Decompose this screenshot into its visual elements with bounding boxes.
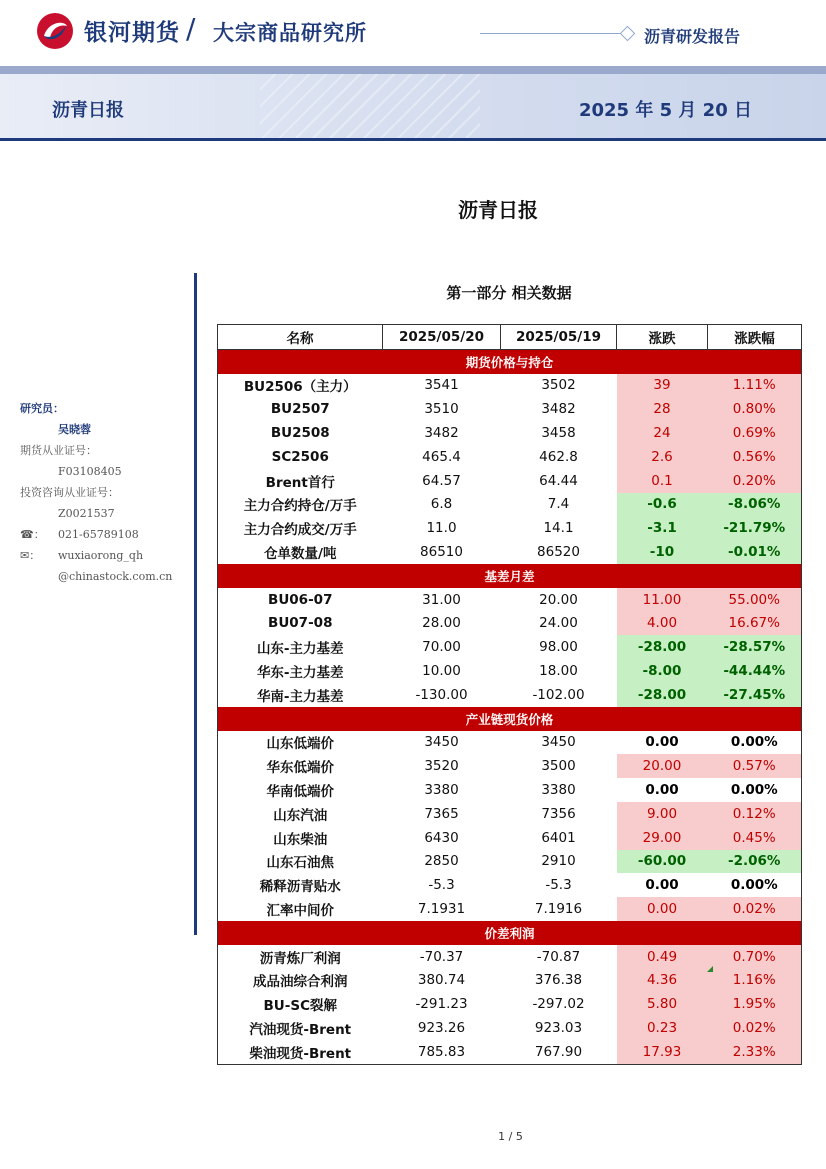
brand-name: 银河期货 [84,20,180,46]
value-cell-date2: -5.3 [545,877,572,894]
email-domain[interactable]: @chinastock.com.cn [58,570,173,583]
change-pct-cell: 16.67% [708,612,802,636]
table-row [218,659,802,683]
table-row [218,778,802,802]
value-cell-date2: 64.44 [539,472,578,489]
email-user[interactable]: wuxiaorong_qh [58,549,144,562]
change-cell: 29.00 [617,826,708,850]
value-cell-date2: 7.1916 [534,901,583,918]
value-cell-date2: 3500 [541,758,576,775]
table-row [218,421,802,445]
table-row [218,397,802,421]
comment-marker-icon [707,966,713,972]
value-cell-date1: 11.0 [426,520,457,537]
table-section-header [218,564,802,588]
table-row [218,683,802,707]
value-cell-date1: 785.83 [383,1040,501,1064]
col-header-name: 名称 [218,325,383,350]
value-cell-date1: 3541 [424,377,459,394]
table-row [218,469,802,493]
table-row [218,969,802,993]
name-cell: 稀释沥青贴水 [218,873,383,897]
table-row [218,612,802,636]
value-cell-date2: -297.02 [532,996,585,1013]
section-label: 价差利润 [218,921,802,945]
value-cell-date2: 86520 [537,544,580,561]
banner-title: 沥青日报 [52,100,124,121]
value-cell-date2: -102.00 [532,686,585,703]
futures-cert-number: F03108405 [58,465,122,478]
researcher-label: 研究员： [20,402,64,415]
value-cell-date1: 6.8 [430,496,453,513]
header-bar [0,0,826,66]
value-cell-date1: 28.00 [422,615,461,632]
name-cell: BU-SC裂解 [218,992,383,1016]
table-row [218,826,802,850]
section-label: 期货价格与持仓 [218,349,802,373]
value-cell-date2: 3450 [541,734,576,751]
name-cell: 主力合约成交/万手 [218,516,383,540]
name-cell: 汽油现货-Brent [218,1016,383,1040]
value-cell-date1: 10.00 [422,663,461,680]
change-pct-cell: 1.16% [708,969,802,993]
change-cell: 0.1 [617,469,708,493]
value-cell-date1: 64.57 [422,472,461,489]
name-cell: 山东石油焦 [218,850,383,874]
banner-decoration [260,74,480,138]
change-pct-cell: 0.45% [708,826,802,850]
change-cell: 20.00 [617,754,708,778]
name-cell: BU2506（主力） [218,374,383,398]
change-cell: 0.00 [617,873,708,897]
change-cell: 39 [617,374,708,398]
advisory-cert-label: 投资咨询从业证号： [20,486,119,499]
value-cell-date1: 7365 [424,805,459,822]
change-cell: -8.00 [617,659,708,683]
table-row [218,1016,802,1040]
sidebar-divider [194,273,197,935]
name-cell: 华东低端价 [218,754,383,778]
change-cell: 28 [617,397,708,421]
value-cell-date2: 462.8 [539,448,578,465]
logo-icon [36,12,74,50]
section-label: 基差月差 [218,564,802,588]
change-cell: 24 [617,421,708,445]
change-pct-cell: 0.00% [708,731,802,755]
change-pct-cell: 0.69% [708,421,802,445]
change-cell: -0.6 [617,493,708,517]
header-divider: / [186,12,196,45]
change-cell: 0.00 [617,778,708,802]
name-cell: BU2508 [218,421,383,445]
change-pct-cell: -27.45% [708,683,802,707]
value-cell-date2: 14.1 [543,520,574,537]
value-cell-date1: 465.4 [422,448,461,465]
futures-cert-label: 期货从业证号： [20,444,97,457]
table-row [218,1040,802,1064]
change-cell: -28.00 [617,683,708,707]
change-pct-cell: -28.57% [708,635,802,659]
change-cell: 4.36 [617,969,708,993]
change-pct-cell: 0.00% [708,873,802,897]
change-cell: 0.00 [617,897,708,921]
value-cell-date1: -291.23 [415,996,468,1013]
change-cell: 9.00 [617,802,708,826]
table-header [218,325,802,350]
change-cell: 17.93 [617,1040,708,1064]
change-pct-cell: 1.11% [708,374,802,398]
analyst-info [20,398,190,587]
change-pct-cell: -2.06% [708,850,802,874]
change-pct-cell: 1.95% [708,992,802,1016]
change-pct-cell: 0.02% [708,1016,802,1040]
change-pct-cell: 2.33% [708,1040,802,1064]
header-rule [480,33,620,34]
name-cell: 山东低端价 [218,731,383,755]
table-row [218,897,802,921]
value-cell-date2: 3458 [541,425,576,442]
table-row [218,493,802,517]
col-header-date1: 2025/05/20 [383,325,501,350]
value-cell-date2: -70.87 [536,948,581,965]
table-row [218,588,802,612]
change-pct-cell: -21.79% [708,516,802,540]
value-cell-date2: 2910 [541,853,576,870]
change-pct-cell: 0.56% [708,445,802,469]
change-cell: 0.00 [617,731,708,755]
value-cell-date2: 7.4 [547,496,570,513]
change-cell: 4.00 [617,612,708,636]
col-header-date2: 2025/05/19 [501,325,617,350]
data-table [217,324,802,1065]
table-row [218,445,802,469]
value-cell-date1: 3380 [424,782,459,799]
name-cell: 山东柴油 [218,826,383,850]
name-cell: BU06-07 [218,588,383,612]
table-row [218,540,802,564]
change-pct-cell: 55.00% [708,588,802,612]
header-stripe [0,66,826,74]
value-cell-date2: 6401 [541,829,576,846]
value-cell-date1: 86510 [420,544,463,561]
value-cell-date1: 70.00 [422,639,461,656]
table-section-header [218,921,802,945]
name-cell: 山东汽油 [218,802,383,826]
value-cell-date1: 3520 [424,758,459,775]
table-row [218,754,802,778]
value-cell-date2: 923.03 [534,1020,583,1036]
change-cell: 11.00 [617,588,708,612]
change-pct-cell: 0.20% [708,469,802,493]
table-row [218,802,802,826]
table-row [218,516,802,540]
change-cell: 0.23 [617,1016,708,1040]
value-cell-date1: -130.00 [415,686,468,703]
change-pct-cell: 0.00% [708,778,802,802]
section-title: 第一部分 相关数据 [446,284,572,302]
table-row [218,873,802,897]
change-pct-cell: 0.02% [708,897,802,921]
page-number: 1 / 5 [498,1130,523,1143]
name-cell: SC2506 [218,445,383,469]
phone-line [20,524,190,545]
advisory-cert-number: Z0021537 [58,507,115,520]
col-header-change: 涨跌 [617,325,708,350]
value-cell-date2: 20.00 [539,591,578,608]
change-cell: -60.00 [617,850,708,874]
change-cell: 2.6 [617,445,708,469]
value-cell-date2: 7356 [541,805,576,822]
value-cell-date1: 2850 [424,853,459,870]
name-cell: 成品油综合利润 [218,969,383,993]
col-header-change-pct: 涨跌幅 [708,325,802,350]
table-body [218,349,802,1064]
name-cell: BU07-08 [218,612,383,636]
table-row [218,731,802,755]
change-cell: 5.80 [617,992,708,1016]
researcher-name: 吴晓蓉 [58,423,91,436]
banner-date: 2025 年 5 月 20 日 [578,100,752,121]
name-cell: 沥青炼厂利润 [218,945,383,969]
diamond-icon [620,26,636,42]
phone-icon: ☎： [20,528,45,541]
name-cell: 华南低端价 [218,778,383,802]
value-cell-date1: 3450 [424,734,459,751]
table-row [218,374,802,398]
page-title: 沥青日报 [458,198,538,222]
value-cell-date1: 6430 [424,829,459,846]
change-pct-cell: 0.12% [708,802,802,826]
value-cell-date2: 3482 [541,401,576,418]
name-cell: 华南-主力基差 [218,683,383,707]
table-section-header [218,707,802,731]
change-pct-cell: 0.80% [708,397,802,421]
change-pct-cell: -0.01% [708,540,802,564]
value-cell-date1: 31.00 [422,591,461,608]
name-cell: Brent首行 [218,469,383,493]
value-cell-date2: 3380 [541,782,576,799]
name-cell: 汇率中间价 [218,897,383,921]
change-pct-cell: -44.44% [708,659,802,683]
value-cell-date1: 380.74 [417,972,466,989]
mail-icon: ✉： [20,549,41,562]
section-label: 产业链现货价格 [218,707,802,731]
change-cell: -28.00 [617,635,708,659]
value-cell-date2: 18.00 [539,663,578,680]
name-cell: 仓单数量/吨 [218,540,383,564]
name-cell: 主力合约持仓/万手 [218,493,383,517]
value-cell-date1: 3510 [424,401,459,418]
banner-underline [0,138,826,141]
value-cell-date1: 7.1931 [417,901,466,918]
name-cell: BU2507 [218,397,383,421]
table-row [218,850,802,874]
change-pct-cell: 0.70% [708,945,802,969]
table-row [218,945,802,969]
email-line [20,545,190,566]
value-cell-date2: 376.38 [534,972,583,989]
change-cell: 0.49 [617,945,708,969]
value-cell-date2: 3502 [541,377,576,394]
table-row [218,992,802,1016]
name-cell: 柴油现货-Brent [218,1040,383,1064]
value-cell-date1: 3482 [424,425,459,442]
value-cell-date1: 923.26 [417,1020,466,1036]
name-cell: 山东-主力基差 [218,635,383,659]
value-cell-date1: -70.37 [419,948,464,965]
report-type: 沥青研发报告 [644,27,741,46]
change-cell: -10 [617,540,708,564]
change-pct-cell: -8.06% [708,493,802,517]
value-cell-date2: 24.00 [539,615,578,632]
value-cell-date2: 767.90 [501,1040,617,1064]
name-cell: 华东-主力基差 [218,659,383,683]
value-cell-date1: -5.3 [428,877,455,894]
table-section-header [218,349,802,373]
value-cell-date2: 98.00 [539,639,578,656]
institute-name: 大宗商品研究所 [213,21,367,45]
phone-number: 021-65789108 [58,528,139,541]
change-pct-cell: 0.57% [708,754,802,778]
table-row [218,635,802,659]
change-cell: -3.1 [617,516,708,540]
